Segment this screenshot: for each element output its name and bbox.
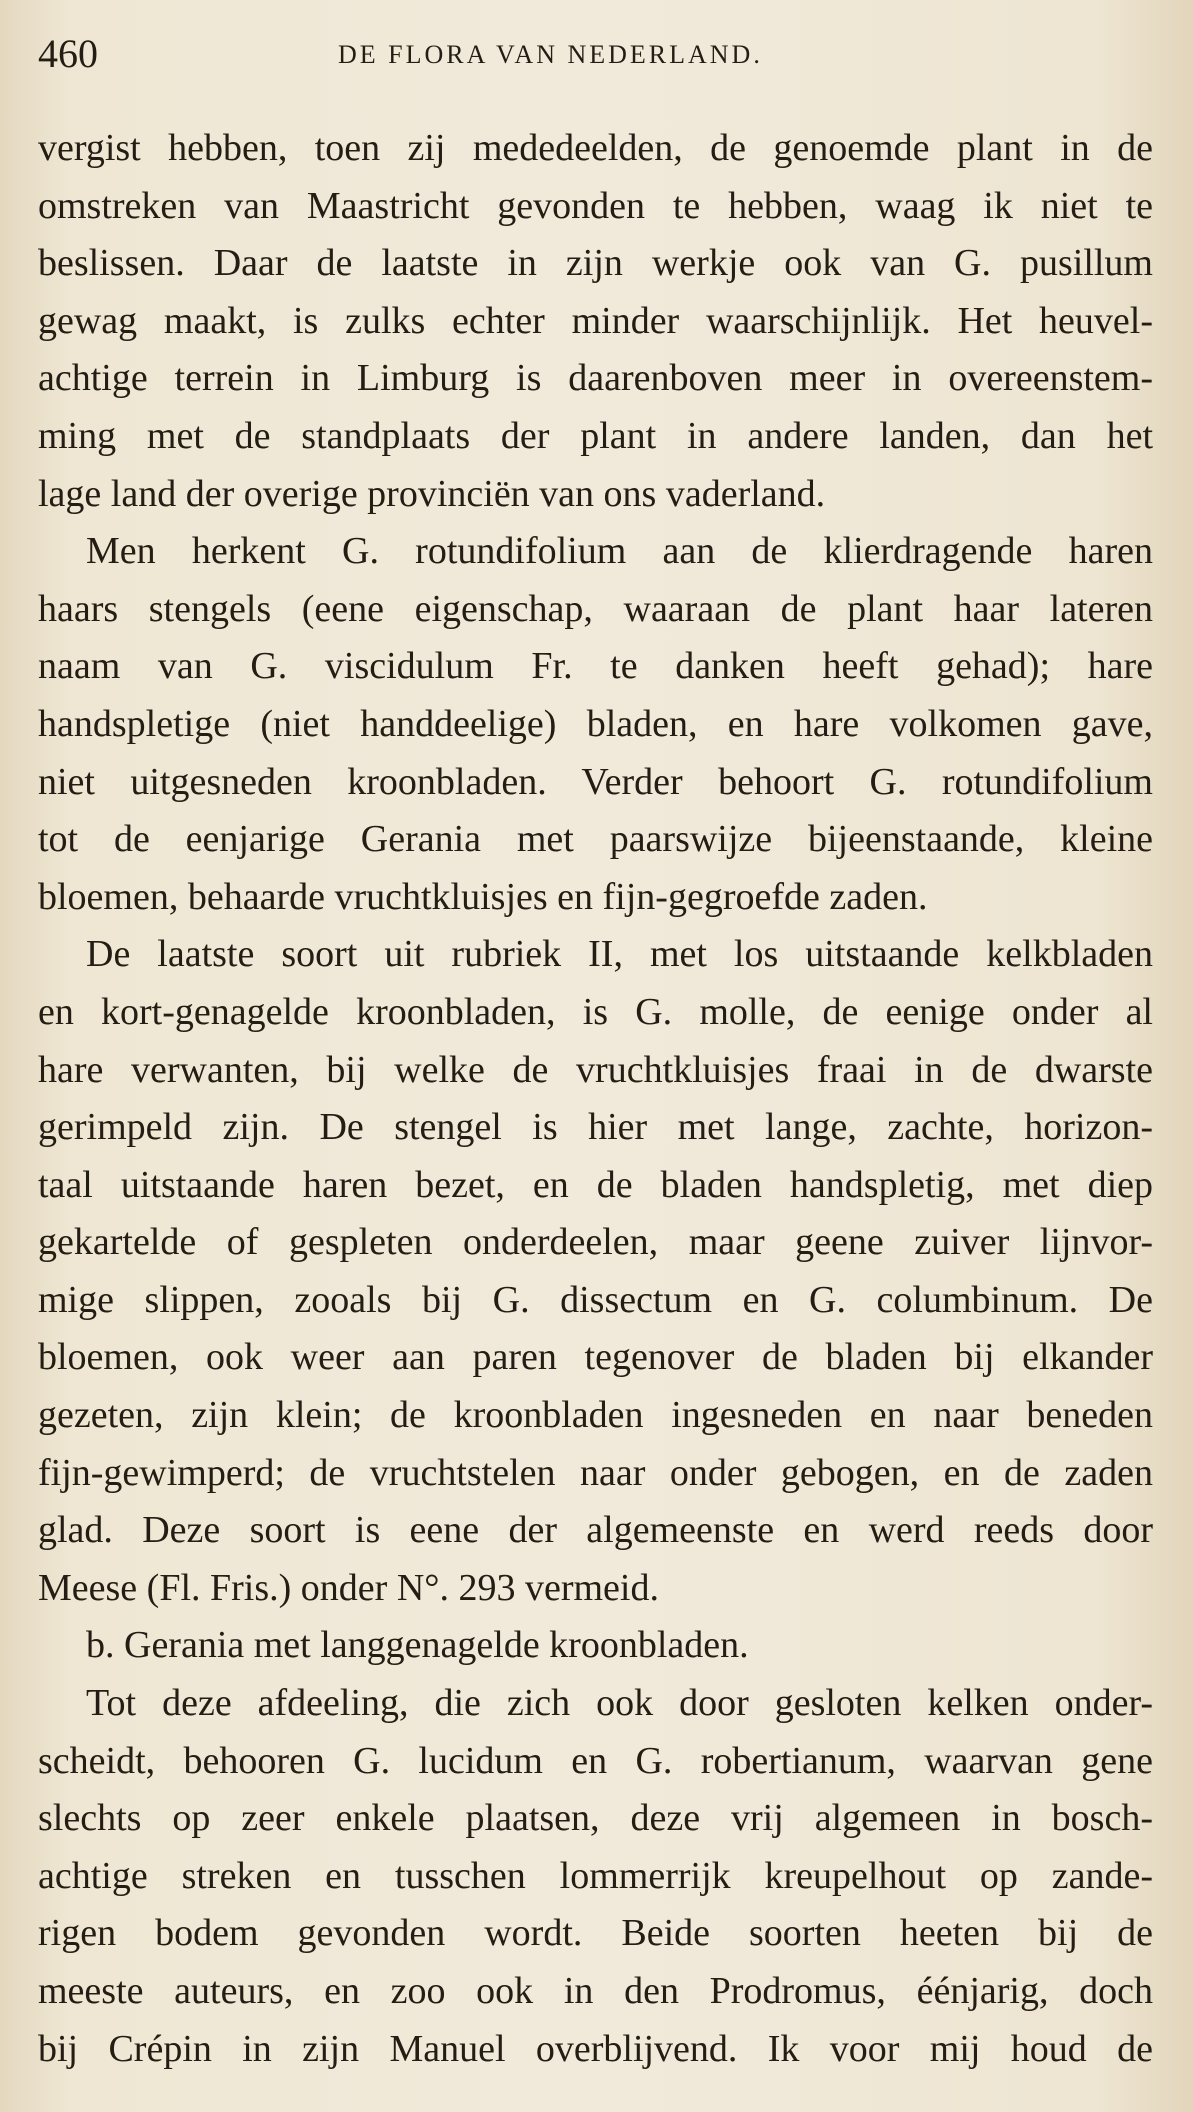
text-line: gerimpeld zijn. De stengel is hier met lange, zachte, horizon- bbox=[38, 1106, 1153, 1149]
text-line: gewag maakt, is zulks echter minder waarschijnlijk. Het heuvel- bbox=[38, 299, 1153, 342]
running-title: DE FLORA VAN NEDERLAND. bbox=[338, 40, 763, 69]
text-line: gezeten, zijn klein; de kroonbladen ingesneden en naar beneden bbox=[38, 1394, 1153, 1437]
text-line: mige slippen, zooals bij G. dissectum en G. columbinum. De bbox=[38, 1278, 1153, 1321]
text-line: achtige terrein in Limburg is daarenboven meer in overeenstem- bbox=[38, 357, 1153, 400]
text-line: vergist hebben, toen zij mededeelden, de genoemde plant in de bbox=[38, 127, 1153, 169]
text-line: naam van G. viscidulum Fr. te danken heeft gehad); hare bbox=[38, 645, 1153, 688]
text-line: slechts op zeer enkele plaatsen, deze vrij algemeen in bosch- bbox=[38, 1797, 1153, 1840]
text-line: hare verwanten, bij welke de vruchtkluisjes fraai in de dwarste bbox=[38, 1048, 1153, 1091]
text-line: handspletige (niet handdeelige) bladen, en hare volkomen gave, bbox=[38, 702, 1153, 745]
text-line: achtige streken en tusschen lommerrijk kreupelhout op zande- bbox=[38, 1854, 1153, 1897]
text-line: ming met de standplaats der plant in andere landen, dan het bbox=[38, 414, 1153, 457]
text-line: niet uitgesneden kroonbladen. Verder behoort G. rotundifolium bbox=[38, 760, 1153, 803]
text-line: meeste auteurs, en zoo ook in den Prodromus, éénjarig, doch bbox=[38, 1970, 1153, 2012]
text-line: en kort-genagelde kroonbladen, is G. molle, de eenige onder al bbox=[38, 990, 1153, 1033]
page-header bbox=[38, 30, 1153, 80]
text-line: tot de eenjarige Gerania met paarswijze bijeenstaande, kleine bbox=[38, 818, 1153, 861]
text-line: scheidt, behooren G. lucidum en G. robertianum, waarvan gene bbox=[38, 1739, 1153, 1782]
text-line: taal uitstaande haren bezet, en de bladen handspletig, met diep bbox=[38, 1163, 1153, 1206]
text-line: b. Gerania met langgenagelde kroonbladen. bbox=[86, 1624, 749, 1667]
text-line: Meese (Fl. Fris.) onder N°. 293 vermeid. bbox=[38, 1566, 659, 1609]
text-line: rigen bodem gevonden wordt. Beide soorten heeten bij de bbox=[38, 1912, 1153, 1955]
text-line: omstreken van Maastricht gevonden te hebben, waag ik niet te bbox=[38, 184, 1153, 227]
text-line: bloemen, ook weer aan paren tegenover de bladen bij elkander bbox=[38, 1336, 1153, 1379]
text-line: beslissen. Daar de laatste in zijn werkje ook van G. pusillum bbox=[38, 242, 1153, 285]
text-line: Men herkent G. rotundifolium aan de klierdragende haren bbox=[86, 530, 1153, 573]
body-text bbox=[38, 120, 1153, 2078]
text-line: fijn-gewimperd; de vruchtstelen naar onder gebogen, en de zaden bbox=[38, 1451, 1153, 1494]
text-line: De laatste soort uit rubriek II, met los uitstaande kelkbladen bbox=[86, 933, 1153, 976]
text-line: Tot deze afdeeling, die zich ook door gesloten kelken onder- bbox=[86, 1682, 1153, 1725]
page-number: 460 bbox=[38, 31, 98, 76]
text-line: lage land der overige provinciën van ons vaderland. bbox=[38, 472, 826, 515]
text-line: bij Crépin in zijn Manuel overblijvend. Ik voor mij houd de bbox=[38, 2027, 1153, 2070]
text-line: bloemen, behaarde vruchtkluisjes en fijn-gegroefde zaden. bbox=[38, 875, 928, 918]
text-line: haars stengels (eene eigenschap, waaraan de plant haar lateren bbox=[38, 587, 1153, 630]
text-line: gekartelde of gespleten onderdeelen, maar geene zuiver lijnvor- bbox=[38, 1221, 1153, 1264]
text-line: glad. Deze soort is eene der algemeenste en werd reeds door bbox=[38, 1509, 1153, 1552]
